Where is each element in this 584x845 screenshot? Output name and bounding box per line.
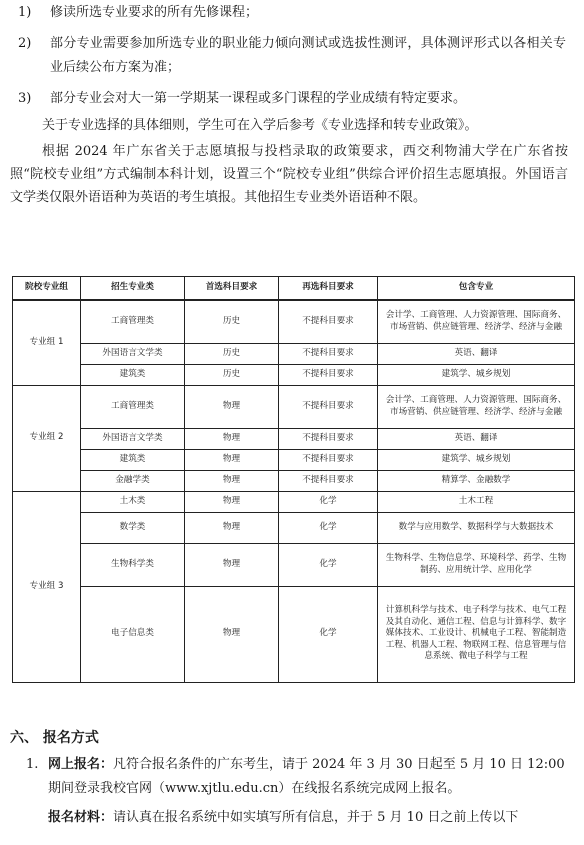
table-row — [13, 470, 575, 491]
requirement-number: 3) — [18, 91, 32, 106]
table-row — [13, 385, 575, 428]
header-majors: 包含专业 — [378, 277, 575, 301]
second-subject-cell: 不提科目要求 — [279, 385, 378, 428]
table-row — [13, 343, 575, 364]
majors-cell: 英语、翻译 — [378, 343, 575, 364]
table-row — [13, 491, 575, 512]
category-cell: 工商管理类 — [81, 385, 185, 428]
majors-cell: 精算学、金融数学 — [378, 470, 575, 491]
plan-paragraph: 根据 2024 年广东省关于志愿填报与投档录取的政策要求，西交利物浦大学在广东省按照“院校专业组”方式编制本科计划，设置三个“院校专业组”供综合评价招生志愿填报。外国语言文学类仅限外语语种为英语的考生填报。其他招生专业类外语语种不限。 — [10, 144, 568, 205]
table-row — [13, 586, 575, 682]
requirement-text: 部分专业会对大一第一学期某一课程或多门课程的学业成绩有特定要求。 — [50, 91, 467, 106]
majors-cell: 建筑学、城乡规划 — [378, 449, 575, 470]
first-subject-cell: 物理 — [185, 470, 279, 491]
majors-cell: 会计学、工商管理、人力资源管理、国际商务、市场营销、供应链管理、经济学、经济与金融 — [378, 385, 575, 428]
category-cell: 土木类 — [81, 491, 185, 512]
category-cell: 建筑类 — [81, 364, 185, 385]
requirement-item-3 — [18, 88, 566, 109]
second-subject-cell: 不提科目要求 — [279, 364, 378, 385]
requirement-number: 1) — [18, 5, 32, 20]
majors-cell: 会计学、工商管理、人力资源管理、国际商务、市场营销、供应链管理、经济学、经济与金融 — [378, 300, 575, 343]
second-subject-cell: 不提科目要求 — [279, 470, 378, 491]
majors-cell: 土木工程 — [378, 491, 575, 512]
online-registration — [26, 753, 566, 801]
policy-note: 关于专业选择的具体细则，学生可在入学后参考《专业选择和转专业政策》。 — [42, 118, 478, 133]
registration-materials — [26, 806, 566, 830]
header-first-subject: 首选科目要求 — [185, 277, 279, 301]
category-cell: 建筑类 — [81, 449, 185, 470]
table-row — [13, 449, 575, 470]
second-subject-cell: 不提科目要求 — [279, 449, 378, 470]
table-row — [13, 428, 575, 449]
online-registration-number: 1. — [26, 757, 39, 772]
requirement-number: 2) — [18, 36, 32, 51]
first-subject-cell: 物理 — [185, 449, 279, 470]
category-cell: 工商管理类 — [81, 300, 185, 343]
requirement-item-2 — [18, 32, 566, 80]
first-subject-cell: 物理 — [185, 586, 279, 682]
second-subject-cell: 化学 — [279, 586, 378, 682]
table-row — [13, 512, 575, 543]
category-cell: 外国语言文学类 — [81, 428, 185, 449]
requirement-text: 部分专业需要参加所选专业的职业能力倾向测试或选拔性测评，具体测评形式以各相关专业后续公布方案为准； — [50, 36, 566, 75]
header-category: 招生专业类 — [81, 277, 185, 301]
second-subject-cell: 化学 — [279, 543, 378, 586]
first-subject-cell: 物理 — [185, 543, 279, 586]
table-row — [13, 364, 575, 385]
first-subject-cell: 历史 — [185, 300, 279, 343]
requirement-text: 修读所选专业要求的所有先修课程； — [50, 5, 259, 20]
majors-cell: 计算机科学与技术、电子科学与技术、电气工程及其自动化、通信工程、信息与计算科学、数字媒体技术、工业设计、机械电子工程、智能制造工程、机器人工程、物联网工程、信息管理与信息系统、微电子科学与工程 — [378, 586, 575, 682]
category-cell: 电子信息类 — [81, 586, 185, 682]
first-subject-cell: 物理 — [185, 385, 279, 428]
admission-group-table — [12, 276, 575, 683]
header-second-subject: 再选科目要求 — [279, 277, 378, 301]
majors-cell: 建筑学、城乡规划 — [378, 364, 575, 385]
table-row — [13, 300, 575, 343]
first-subject-cell: 历史 — [185, 364, 279, 385]
table-header-row — [13, 277, 575, 301]
registration-materials-label: 报名材料： — [48, 810, 114, 825]
table-row — [13, 543, 575, 586]
group-name: 专业组 3 — [13, 491, 81, 682]
group-name: 专业组 2 — [13, 385, 81, 491]
second-subject-cell: 不提科目要求 — [279, 343, 378, 364]
majors-cell: 生物科学、生物信息学、环境科学、药学、生物制药、应用统计学、应用化学 — [378, 543, 575, 586]
category-cell: 生物科学类 — [81, 543, 185, 586]
second-subject-cell: 不提科目要求 — [279, 428, 378, 449]
registration-materials-text: 请认真在报名系统中如实填写所有信息，并于 5 月 10 日之前上传以下 — [113, 810, 519, 825]
majors-cell: 数学与应用数学、数据科学与大数据技术 — [378, 512, 575, 543]
category-cell: 外国语言文学类 — [81, 343, 185, 364]
category-cell: 金融学类 — [81, 470, 185, 491]
group-name: 专业组 1 — [13, 300, 81, 385]
first-subject-cell: 历史 — [185, 343, 279, 364]
first-subject-cell: 物理 — [185, 491, 279, 512]
online-registration-text: 凡符合报名条件的广东考生，请于 2024 年 3 月 30 日起至 5 月 10 日 12:00 期间登录我校官网（www.xjtlu.edu.cn）在线报名系统完成网上报名。 — [48, 757, 565, 796]
majors-cell: 英语、翻译 — [378, 428, 575, 449]
first-subject-cell: 物理 — [185, 428, 279, 449]
second-subject-cell: 化学 — [279, 512, 378, 543]
requirement-item-1 — [18, 2, 566, 23]
online-registration-label: 网上报名： — [48, 757, 114, 772]
second-subject-cell: 不提科目要求 — [279, 300, 378, 343]
first-subject-cell: 物理 — [185, 512, 279, 543]
category-cell: 数学类 — [81, 512, 185, 543]
header-group: 院校专业组 — [13, 277, 81, 301]
section-title: 六、 报名方式 — [10, 730, 99, 746]
second-subject-cell: 化学 — [279, 491, 378, 512]
